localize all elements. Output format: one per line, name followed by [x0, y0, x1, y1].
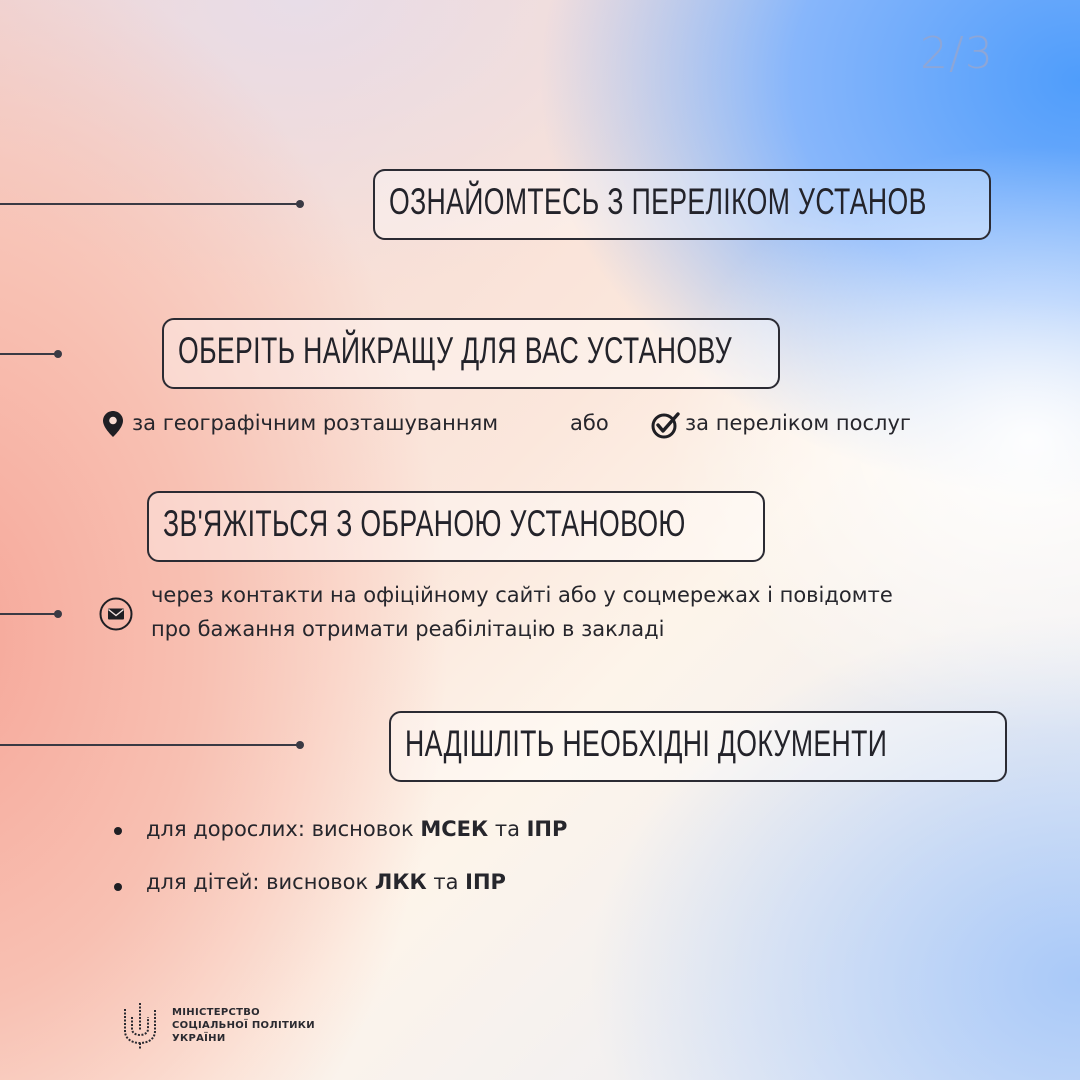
map-pin-icon: [103, 411, 123, 437]
doc-adults-plan: ІПР: [526, 817, 568, 841]
bullet-children: [114, 883, 122, 891]
step-4-connector: [0, 744, 300, 746]
step-1-title: ОЗНАЙОМТЕСЬ З ПЕРЕЛІКОМ УСТАНОВ: [389, 180, 927, 222]
doc-children: [146, 870, 506, 894]
doc-children-joiner: та: [426, 870, 466, 894]
doc-children-conclusion: ЛКК: [374, 870, 427, 894]
step-1-connector: [0, 203, 300, 205]
step-2-title: ОБЕРІТЬ НАЙКРАЩУ ДЛЯ ВАС УСТАНОВУ: [178, 329, 732, 371]
doc-adults-joiner: та: [488, 817, 527, 841]
doc-adults-prefix: для дорослих: висновок: [146, 817, 421, 841]
contact-text-line-1: через контакти на офіційному сайті або у соцмережах і повідомте: [151, 583, 893, 607]
option-by-services: за переліком послуг: [685, 411, 911, 435]
ministry-line-3: УКРАЇНИ: [172, 1033, 226, 1044]
doc-adults: [146, 817, 567, 841]
check-circle-icon: [651, 411, 681, 439]
step-2-connector: [0, 353, 58, 355]
bullet-adults: [114, 827, 122, 835]
option-or: або: [570, 411, 609, 435]
step-2-box: [162, 318, 780, 389]
option-by-location: за географічним розташуванням: [132, 411, 499, 435]
doc-adults-conclusion: МСЕК: [420, 817, 489, 841]
step-3-connector: [0, 613, 58, 615]
step-3-title: ЗВ'ЯЖІТЬСЯ З ОБРАНОЮ УСТАНОВОЮ: [163, 502, 686, 544]
step-1-box: [373, 169, 991, 240]
doc-children-plan: ІПР: [465, 870, 506, 894]
ministry-line-2: СОЦІАЛЬНОЇ ПОЛІТИКИ: [172, 1020, 315, 1031]
page-counter: 2/3: [920, 28, 994, 79]
step-4-box: [389, 711, 1007, 782]
trident-emblem: [122, 1001, 158, 1051]
contact-text-line-2: про бажання отримати реабілітацію в закладі: [151, 617, 665, 641]
step-4-title: НАДІШЛІТЬ НЕОБХІДНІ ДОКУМЕНТИ: [405, 722, 888, 764]
envelope-icon: [99, 597, 133, 631]
ministry-line-1: МІНІСТЕРСТВО: [172, 1007, 260, 1018]
step-3-box: [147, 491, 765, 562]
ministry-logo-text: [172, 1006, 315, 1045]
doc-children-prefix: для дітей: висновок: [146, 870, 375, 894]
